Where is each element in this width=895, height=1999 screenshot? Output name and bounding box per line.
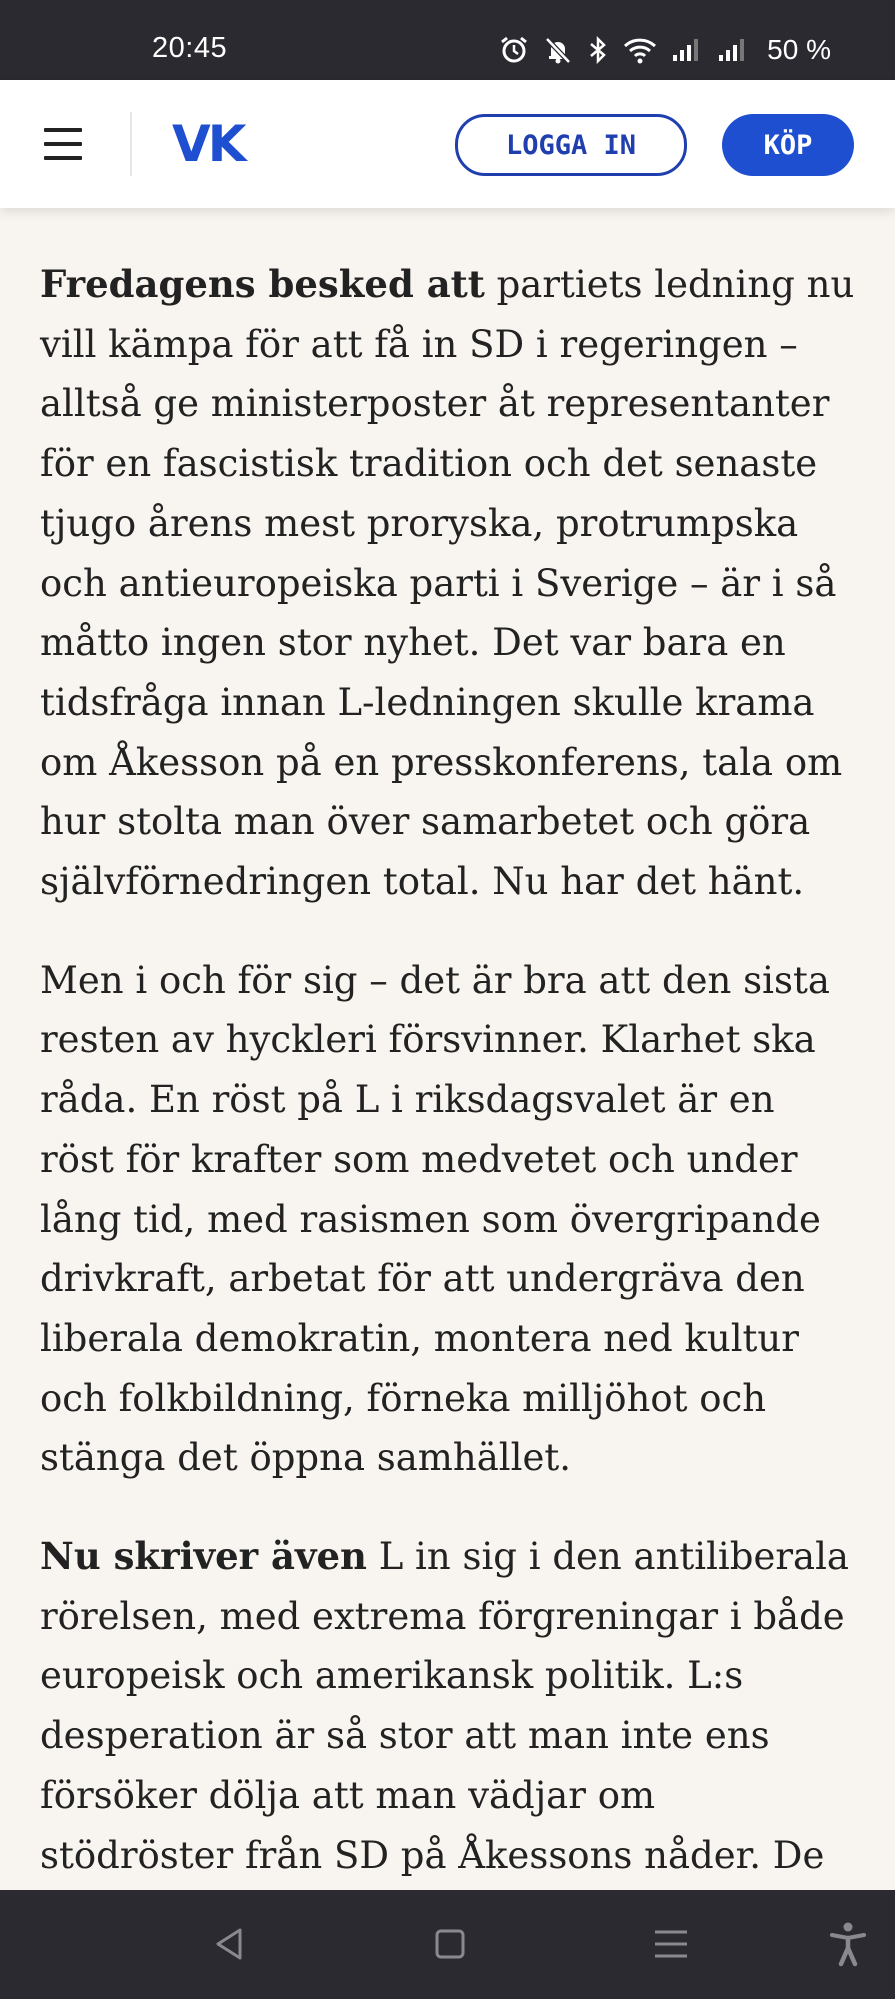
system-nav-bar — [0, 1890, 895, 1999]
bluetooth-icon — [587, 35, 609, 65]
paragraph-lead: Nu skriver även — [40, 1534, 367, 1579]
status-icons — [499, 30, 831, 70]
article-paragraph — [40, 1527, 860, 1945]
status-time: 20:45 — [152, 32, 228, 64]
app-header — [0, 80, 895, 208]
header-divider — [130, 112, 132, 176]
status-bar — [0, 0, 895, 80]
article-paragraph — [40, 951, 860, 1488]
paragraph-text: L in sig i den antiliberala rörelsen, med extrema förgreningar i både europeisk och amerikansk politik. L:s desperation är så stor att man inte ens försöker dölja att man vädjar om stödröster från SD på Åkessons nåder. De — [40, 1535, 849, 1877]
paragraph-text: Men i och för sig – det är bra att den sista resten av hyckleri försvinner. Klarhet ska råda. En röst på L i riksdagsvalet är en röst för krafter som medvetet och under lång tid, med rasismen som övergripande drivkraft, arbetat för att undergräva den liberala demokratin, montera ned kultur och folkbildning, förneka milljöhot och stänga det öppna samhället. — [40, 958, 830, 1480]
hamburger-icon — [44, 128, 82, 132]
recents-icon[interactable] — [645, 1918, 697, 1970]
hamburger-icon — [44, 142, 82, 146]
home-icon[interactable] — [424, 1918, 476, 1970]
alarm-icon — [499, 35, 529, 65]
signal-icon — [671, 37, 703, 63]
wifi-icon — [623, 36, 657, 64]
article-paragraph — [40, 255, 860, 912]
paragraph-text: partiets ledning nu vill kämpa för att få in SD i regeringen – alltså ge ministerposter åt representanter för en fascistisk tradition och det senaste tjugo årens mest proryska, protrumpska och antieuropeiska parti i Sverige – är i så måtto ingen stor nyhet. Det var bara en tidsfråga innan L-ledningen skulle krama om Åkesson på en presskonferens, tala om hur stolta man över samarbetet och göra självförnedringen total. Nu har det hänt. — [40, 263, 855, 904]
login-button[interactable]: LOGGA IN — [455, 114, 687, 176]
hamburger-icon — [44, 156, 82, 160]
muted-bell-icon — [543, 35, 573, 65]
accessibility-icon[interactable] — [822, 1918, 874, 1970]
article-body — [40, 255, 860, 1984]
battery-level: 50 % — [767, 34, 831, 65]
buy-button[interactable]: KÖP — [722, 114, 854, 176]
menu-button[interactable] — [40, 120, 90, 168]
site-logo[interactable]: VK — [172, 115, 244, 173]
paragraph-lead: Fredagens besked att — [40, 262, 485, 306]
signal-icon — [717, 37, 749, 63]
back-icon[interactable] — [204, 1918, 256, 1970]
